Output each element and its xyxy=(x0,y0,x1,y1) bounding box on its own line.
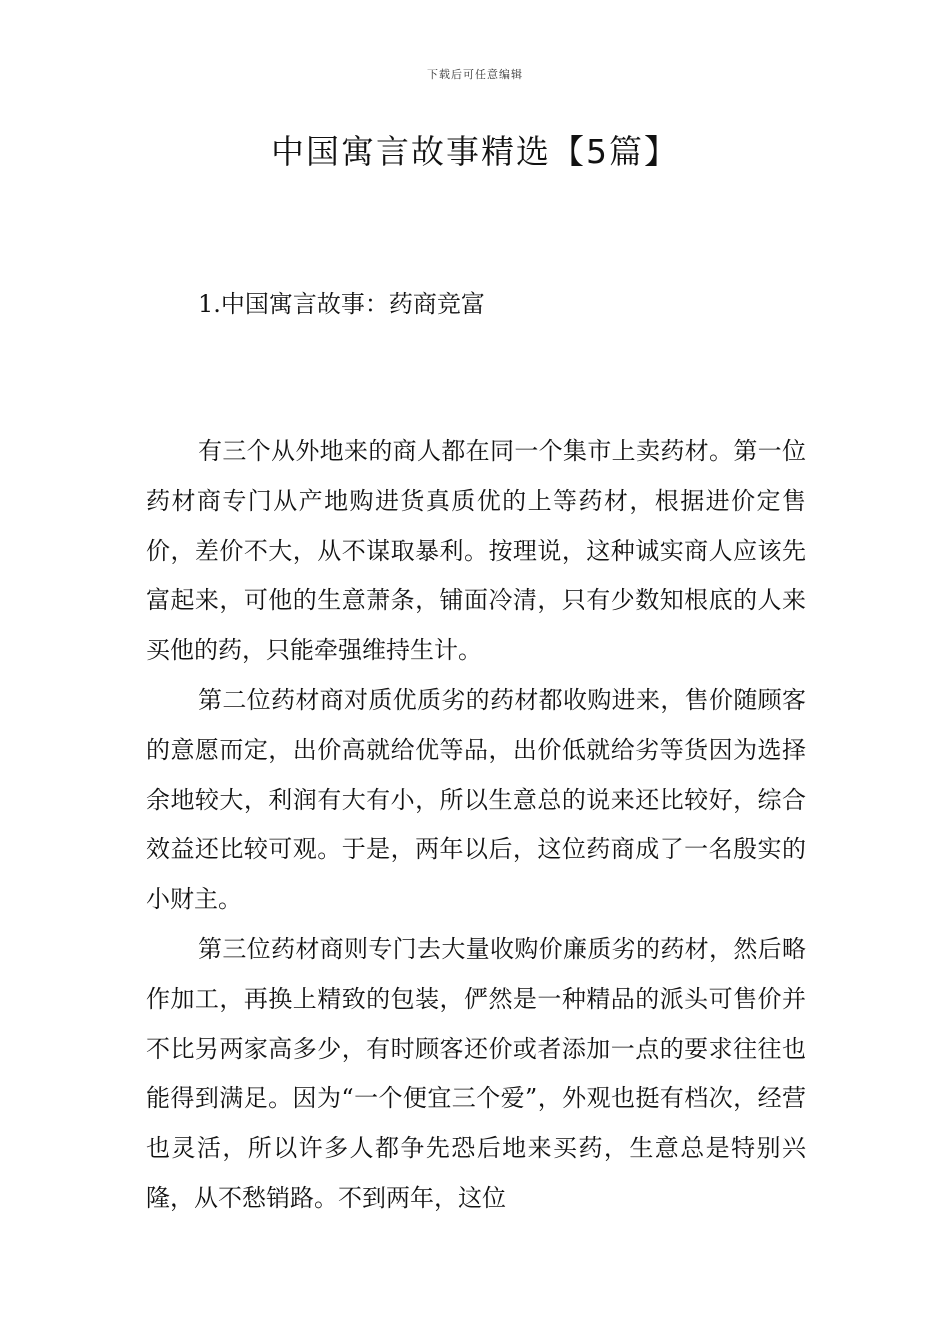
section-heading: 1.中国寓言故事：药商竞富 xyxy=(198,290,485,318)
document-title: 中国寓言故事精选【5篇】 xyxy=(271,132,679,171)
paragraph-1: 有三个从外地来的商人都在同一个集市上卖药材。第一位药材商专门从产地购进货真质优的上等药材，根据进价定售价，差价不大，从不谋取暴利。按理说，这种诚实商人应该先富起来，可他的生意萧条，铺面冷清，只有少数知根底的人来买他的药，只能牵强维持生计。 xyxy=(146,437,806,665)
story-body xyxy=(146,427,806,1224)
paragraph-2: 第二位药材商对质优质劣的药材都收购进来，售价随顾客的意愿而定，出价高就给优等品，出价低就给劣等货因为选择余地较大，利润有大有小，所以生意总的说来还比较好，综合效益还比较可观。于是，两年以后，这位药商成了一名殷实的小财主。 xyxy=(146,685,806,914)
header-note: 下载后可任意编辑 xyxy=(427,68,523,81)
paragraph-3: 第三位药材商则专门去大量收购价廉质劣的药材，然后略作加工，再换上精致的包装，俨然是一种精品的派头可售价并不比另两家高多少，有时顾客还价或者添加一点的要求往往也能得到满足。因为“一个便宜三个爱”，外观也挺有档次，经营也灵活，所以许多人都争先恐后地来买药，生意总是特别兴隆，从不愁销路。不到两年，这位 xyxy=(146,934,806,1212)
